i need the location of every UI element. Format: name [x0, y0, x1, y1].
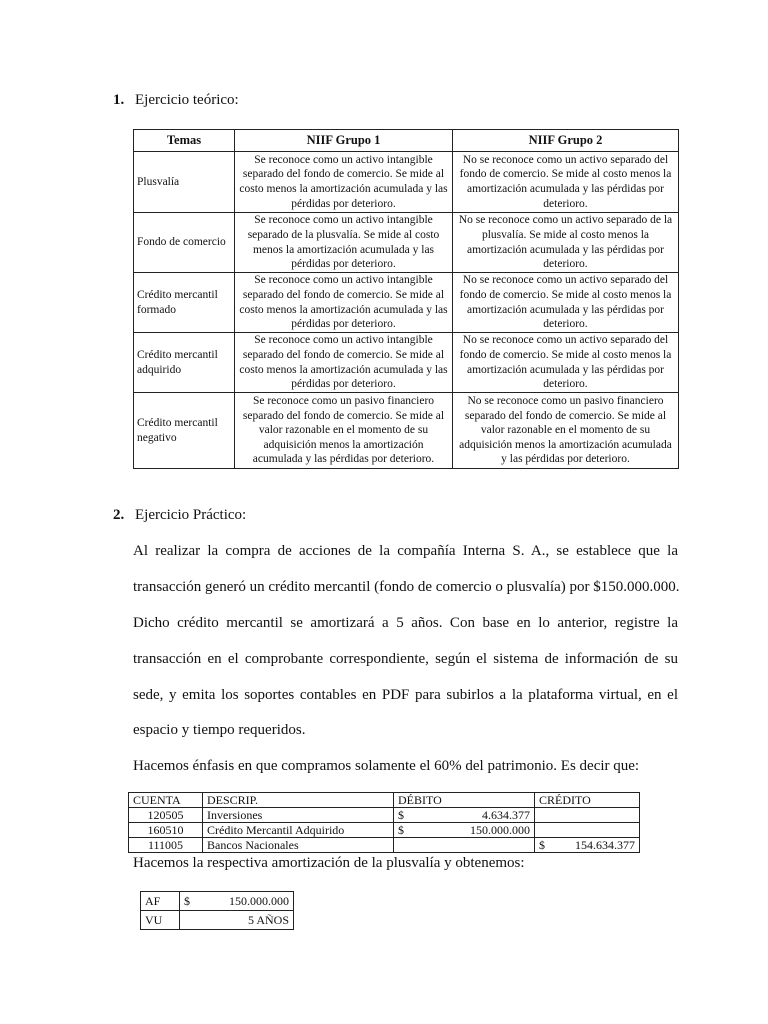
account-description: Inversiones	[203, 808, 394, 823]
paragraph-line: espacio y tiempo requeridos.	[133, 722, 306, 738]
section-2-title: Ejercicio Práctico:	[135, 507, 247, 523]
row-topic: Crédito mercantil formado	[134, 273, 235, 333]
row-grupo-2-text: No se reconoce como un activo separado del fondo de comercio. Se mide al costo menos la amortización acumulada y las pérdidas por deterioro.	[453, 333, 679, 393]
credit-cell	[535, 838, 640, 853]
credit-amount: 154.634.377	[575, 838, 635, 852]
emphasis-text: Hacemos énfasis en que compramos solamente el 60% del patrimonio. Es decir que:	[133, 758, 640, 774]
row-grupo-1-text: Se reconoce como un activo intangible separado del fondo de comercio. Se mide al costo menos la amortización acumulada y las pérdidas por deterioro.	[235, 333, 453, 393]
vu-label: VU	[141, 911, 180, 930]
header-descrip: DESCRIP.	[203, 793, 394, 808]
row-grupo-2-text: No se reconoce como un pasivo financiero separado del fondo de comercio. Se mide al valor razonable en el momento de su adquisición menos la amortización acumulada y las pérdidas por deterioro.	[453, 393, 679, 469]
row-grupo-1-text: Se reconoce como un activo intangible separado del fondo de comercio. Se mide al costo menos la amortización acumulada y las pérdidas por deterioro.	[235, 273, 453, 333]
header-niif-grupo-1: NIIF Grupo 1	[235, 130, 453, 152]
table-row	[134, 333, 679, 393]
debit-cell	[394, 838, 535, 853]
debit-cell	[394, 808, 535, 823]
currency-symbol: $	[539, 838, 545, 852]
table-row	[141, 892, 294, 911]
row-grupo-1-text: Se reconoce como un pasivo financiero separado del fondo de comercio. Se mide al valor razonable en el momento de su adquisición menos la amortización acumulada y las pérdidas por deterioro.	[235, 393, 453, 469]
section-1-heading	[113, 92, 239, 109]
table-row	[134, 152, 679, 213]
header-niif-grupo-2: NIIF Grupo 2	[453, 130, 679, 152]
debit-amount: 4.634.377	[482, 808, 530, 822]
table-row	[134, 393, 679, 469]
section-2-heading	[113, 507, 246, 524]
paragraph-line: sede, y emita los soportes contables en PDF para subirlos a la plataforma virtual, en el	[133, 687, 678, 703]
row-grupo-2-text: No se reconoce como un activo separado de la plusvalía. Se mide al costo menos la amortización acumulada y las pérdidas por deterioro.	[453, 213, 679, 273]
amortization-text: Hacemos la respectiva amortización de la plusvalía y obtenemos:	[133, 855, 525, 871]
table-row	[129, 838, 640, 853]
paragraph-line: transacción generó un crédito mercantil (fondo de comercio o plusvalía) por $150.000.000.	[133, 579, 680, 595]
account-code: 160510	[129, 823, 203, 838]
header-cuenta: CUENTA	[129, 793, 203, 808]
row-grupo-2-text: No se reconoce como un activo separado del fondo de comercio. Se mide al costo menos la amortización acumulada y las pérdidas por deterioro.	[453, 273, 679, 333]
paragraph-line: transacción en el comprobante correspondiente, según el sistema de información de su	[133, 651, 678, 667]
row-grupo-2-text: No se reconoce como un activo separado del fondo de comercio. Se mide al costo menos la amortización acumulada y las pérdidas por deterioro.	[453, 152, 679, 213]
paragraph-line: Al realizar la compra de acciones de la compañía Interna S. A., se establece que la	[133, 543, 678, 559]
theory-table	[133, 129, 679, 469]
vu-value: 5 AÑOS	[180, 911, 294, 930]
journal-entry-table	[128, 792, 640, 853]
af-label: AF	[141, 892, 180, 911]
currency-symbol: $	[398, 823, 404, 837]
debit-cell	[394, 823, 535, 838]
af-value: 150.000.000	[229, 894, 289, 908]
table-row	[134, 213, 679, 273]
table-row	[141, 911, 294, 930]
header-debito: DÉBITO	[394, 793, 535, 808]
debit-amount: 150.000.000	[470, 823, 530, 837]
section-1-title: Ejercicio teórico:	[135, 92, 239, 108]
table-row	[129, 808, 640, 823]
currency-symbol: $	[184, 894, 190, 908]
section-2-number: 2.	[113, 507, 125, 523]
theory-header-row	[134, 130, 679, 152]
table-row	[134, 273, 679, 333]
table-row	[129, 823, 640, 838]
row-topic: Crédito mercantil adquirido	[134, 333, 235, 393]
amortization-table	[140, 891, 294, 930]
row-grupo-1-text: Se reconoce como un activo intangible separado del fondo de comercio. Se mide al costo menos la amortización acumulada y las pérdidas por deterioro.	[235, 152, 453, 213]
paragraph-line: Dicho crédito mercantil se amortizará a 5 años. Con base en lo anterior, registre la	[133, 615, 678, 631]
row-topic: Fondo de comercio	[134, 213, 235, 273]
currency-symbol: $	[398, 808, 404, 822]
section-1-number: 1.	[113, 92, 125, 108]
row-topic: Plusvalía	[134, 152, 235, 213]
account-description: Bancos Nacionales	[203, 838, 394, 853]
account-code: 120505	[129, 808, 203, 823]
entry-header-row	[129, 793, 640, 808]
account-description: Crédito Mercantil Adquirido	[203, 823, 394, 838]
header-credito: CRÉDITO	[535, 793, 640, 808]
header-temas: Temas	[134, 130, 235, 152]
credit-cell	[535, 823, 640, 838]
credit-cell	[535, 808, 640, 823]
af-value-cell	[180, 892, 294, 911]
account-code: 111005	[129, 838, 203, 853]
row-grupo-1-text: Se reconoce como un activo intangible separado de la plusvalía. Se mide al costo menos la amortización acumulada y las pérdidas por deterioro.	[235, 213, 453, 273]
row-topic: Crédito mercantil negativo	[134, 393, 235, 469]
